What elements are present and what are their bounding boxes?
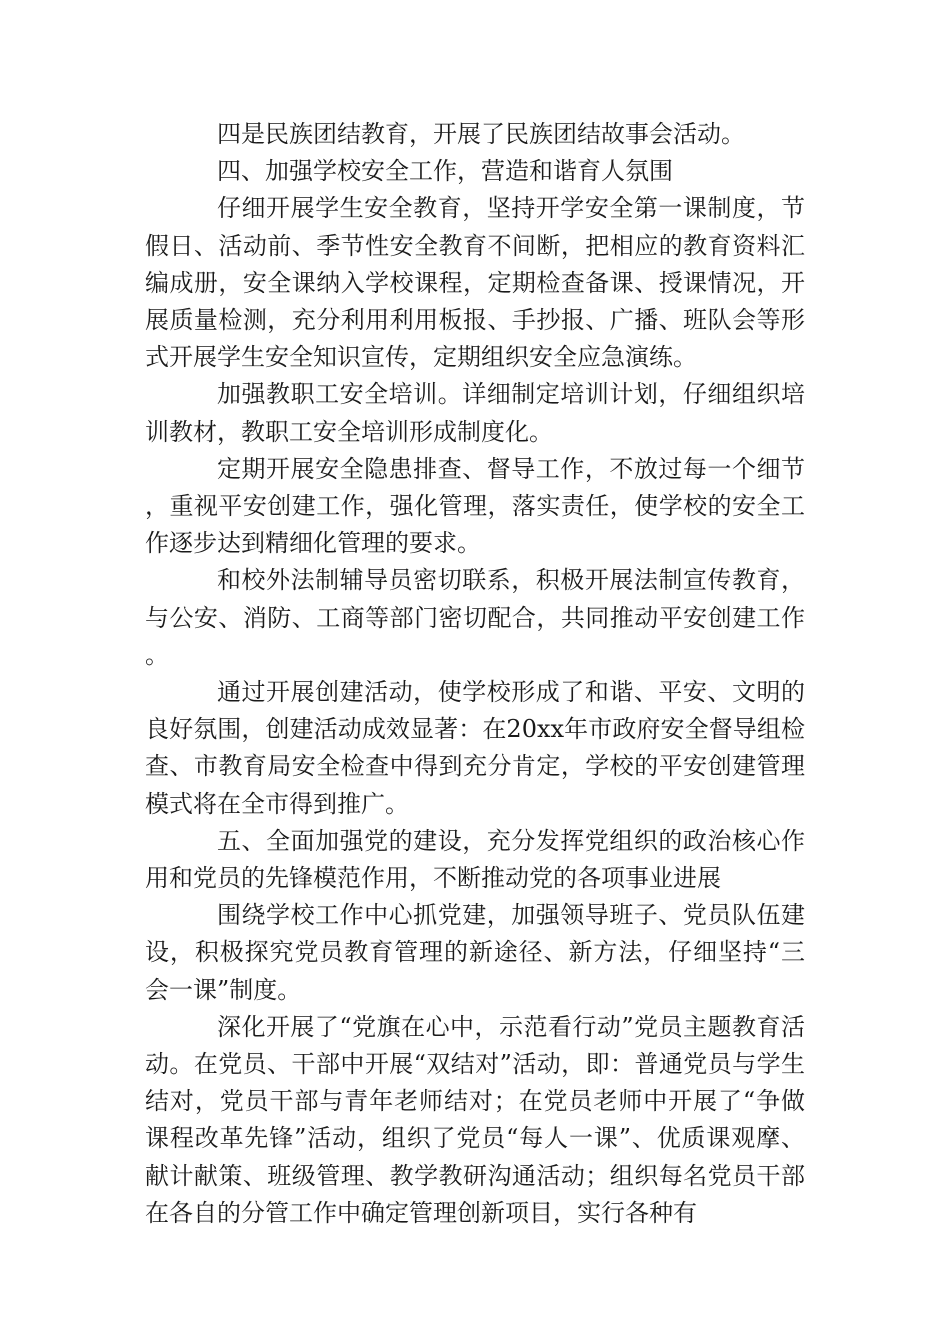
paragraph-party-work-center: 围绕学校工作中心抓党建，加强领导班子、党员队伍建设，积极探究党员教育管理的新途径、新方法，仔细坚持“三会一课”制度。 xyxy=(145,901,805,1004)
paragraph-legal-education: 和校外法制辅导员密切联系，积极开展法制宣传教育，与公安、消防、工商等部门密切配合，共同推动平安创建工作。 xyxy=(145,566,805,669)
paragraph-party-theme-education: 深化开展了“党旗在心中，示范看行动”党员主题教育活动。在党员、干部中开展“双结对”活动，即：普通党员与学生结对，党员干部与青年老师结对；在党员老师中开展了“争做课程改革先锋”活动，组织了党员“每人一课”、优质课观摩、献计献策、班级管理、教学教研沟通活动；组织每名党员干部在各自的分管工作中确定管理创新项目，实行各种有 xyxy=(145,1012,805,1227)
heading-party-building: 五、全面加强党的建设，充分发挥党组织的政治核心作用和党员的先锋模范作用，不断推动党的各项事业进展 xyxy=(145,826,805,893)
document-body xyxy=(145,116,805,1232)
paragraph-ethnic-unity: 四是民族团结教育，开展了民族团结故事会活动。 xyxy=(217,120,745,148)
heading-school-safety: 四、加强学校安全工作，营造和谐育人氛围 xyxy=(217,157,673,186)
paragraph-hazard-inspection: 定期开展安全隐患排查、督导工作，不放过每一个细节，重视平安创建工作，强化管理，落实责任，使学校的安全工作逐步达到精细化管理的要求。 xyxy=(145,454,805,558)
paragraph-staff-safety-training: 加强教职工安全培训。详细制定培训计划，仔细组织培训教材，教职工安全培训形成制度化。 xyxy=(145,380,805,446)
paragraph-student-safety-education: 仔细开展学生安全教育，坚持开学安全第一课制度，节假日、活动前、季节性安全教育不间断，把相应的教育资料汇编成册，安全课纳入学校课程，定期检查备课、授课情况，开展质量检测，充分利用利用板报、手抄报、广播、班队会等形式开展学生安全知识宣传，定期组织安全应急演练。 xyxy=(145,194,805,372)
paragraph-creation-results: 通过开展创建活动，使学校形成了和谐、平安、文明的良好氛围，创建活动成效显著：在20xx年市政府安全督导组检查、市教育局安全检查中得到充分肯定，学校的平安创建管理模式将在全市得到推广。 xyxy=(145,678,805,818)
